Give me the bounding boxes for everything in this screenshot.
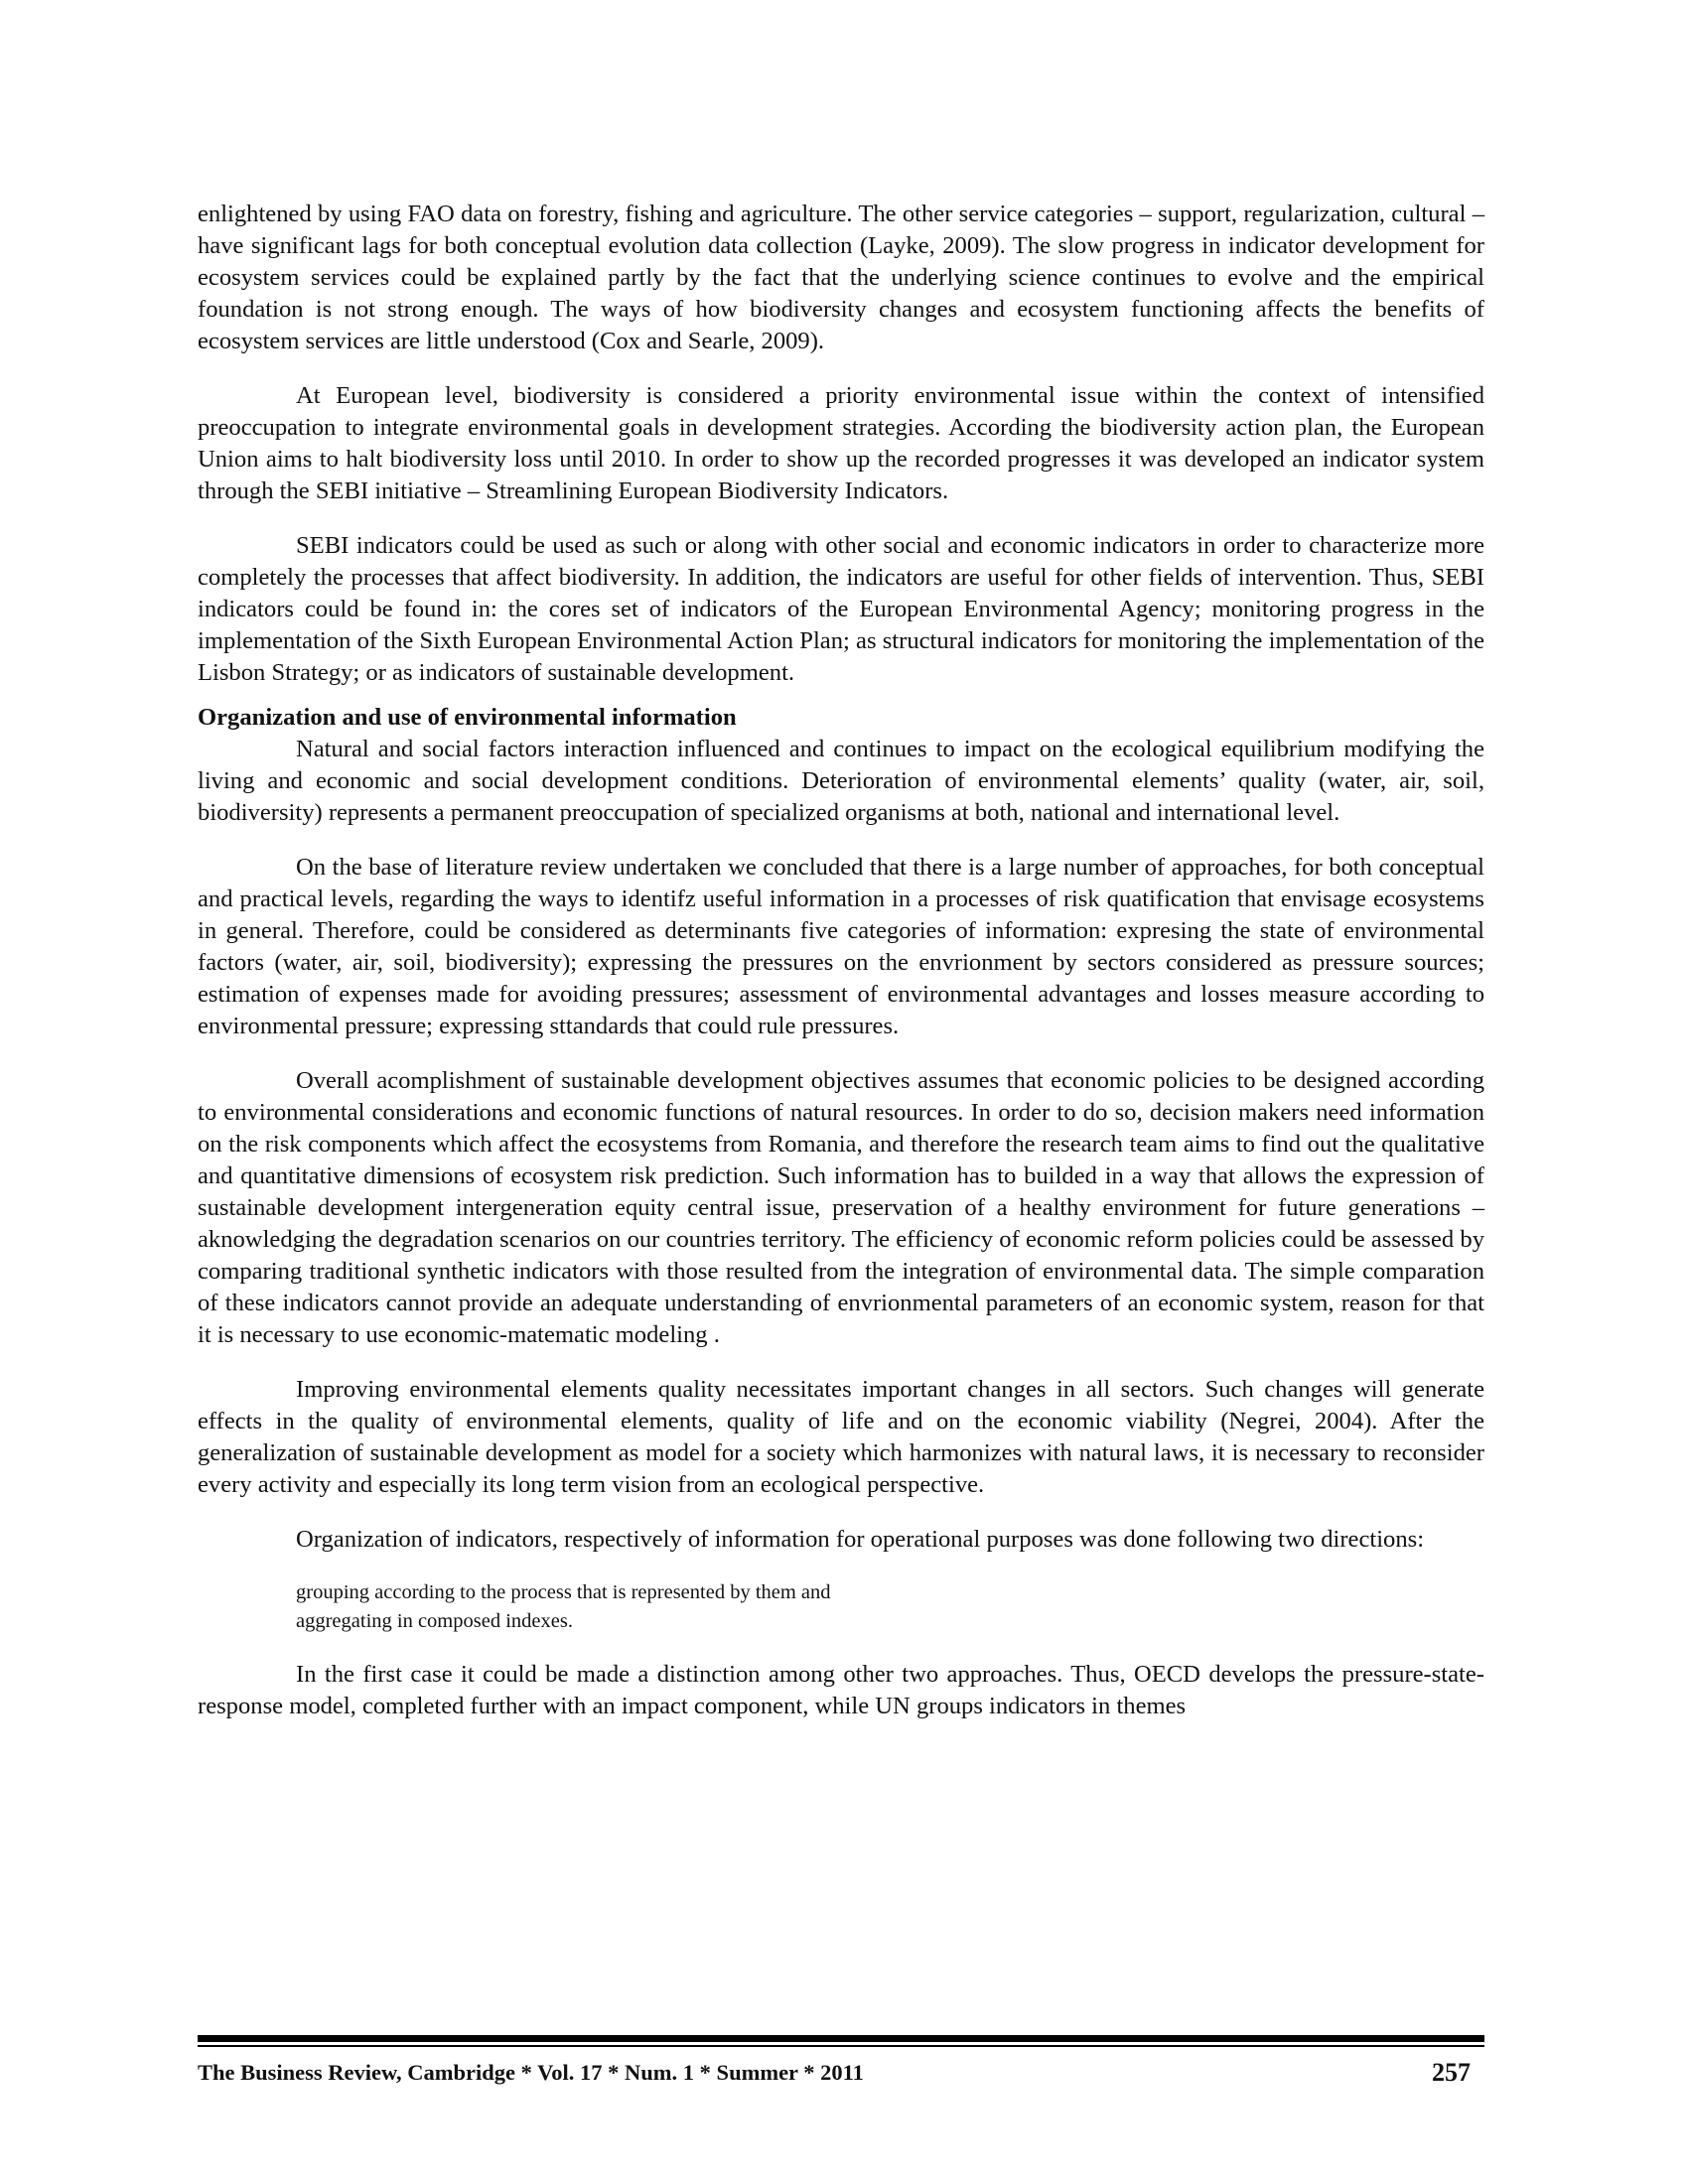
- article-body: [198, 199, 1484, 1745]
- page-footer: [198, 2053, 1484, 2093]
- list-item: grouping according to the process that is represented by them and: [296, 1581, 831, 1603]
- paragraph-literature-review: On the base of literature review undertaken we concluded that there is a large number of approaches, for both conceptual and practical levels, regarding the ways to identifz useful information in a processes of risk quatification that envisage ecosystems in general. Therefore, could be considered as determinants five categories of information: expresing the state of environmental factors (water, air, soil, biodiversity); expressing the pressures on the envrionment by sectors considered as pressure sources; estimation of expenses made for avoiding pressures; assessment of environmental advantages and losses measure according to environmental pressure; expressing sttandards that could rule pressures.: [198, 854, 1484, 1039]
- paragraph-organization-indicators: Organization of indicators, respectively of information for operational purposes was done following two directions:: [296, 1526, 1425, 1553]
- footer-rule-thick: [198, 2035, 1484, 2042]
- paragraph-sebi-indicators: SEBI indicators could be used as such or along with other social and economic indicators in order to characterize more completely the processes that affect biodiversity. In addition, the indicators are useful for other fields of intervention. Thus, SEBI indicators could be found in: the cores set of indicators of the European Environmental Agency; monitoring progress in the implementation of the Sixth European Environmental Action Plan; as structural indicators for monitoring the implementation of the Lisbon Strategy; or as indicators of sustainable development.: [198, 532, 1484, 686]
- paragraph-natural-social-factors: Natural and social factors interaction influenced and continues to impact on the ecological equilibrium modifying the living and economic and social development conditions. Deterioration of environmental elements’ quality (water, air, soil, biodiversity) represents a permanent preoccupation of specialized organisms at both, national and international level.: [198, 736, 1484, 826]
- paragraph-european-biodiversity: At European level, biodiversity is considered a priority environmental issue within the context of intensified preoccupation to integrate environmental goals in development strategies. According the biodiversity action plan, the European Union aims to halt biodiversity loss until 2010. In order to show up the recorded progresses it was developed an indicator system through the SEBI initiative – Streamlining European Biodiversity Indicators.: [198, 382, 1484, 504]
- footer-rule-thin: [198, 2045, 1484, 2047]
- section-heading: Organization and use of environmental information: [198, 704, 737, 731]
- paragraph-first-case: In the first case it could be made a distinction among other two approaches. Thus, OECD develops the pressure-state-response model, completed further with an impact component, while UN groups indicators in themes: [198, 1661, 1484, 1719]
- paragraph-environmental-quality: Improving environmental elements quality necessitates important changes in all sectors. Such changes will generate effects in the quality of environmental elements, quality of life and on the economic viability (Negrei, 2004). After the generalization of sustainable development as model for a society which harmonizes with natural laws, it is necessary to reconsider every activity and especially its long term vision from an ecological perspective.: [198, 1376, 1484, 1498]
- journal-citation: The Business Review, Cambridge * Vol. 17 * Num. 1 * Summer * 2011: [198, 2060, 864, 2085]
- directions-list: [198, 1578, 1484, 1636]
- spacer: [198, 689, 1484, 702]
- page-number: 257: [1432, 2058, 1471, 2087]
- list-item: aggregating in composed indexes.: [296, 1610, 573, 1632]
- paragraph-ecosystem-services: enlightened by using FAO data on forestry, fishing and agriculture. The other service categories – support, regularization, cultural – have significant lags for both conceptual evolution data collection (Layke, 2009). The slow progress in indicator development for ecosystem services could be explained partly by the fact that the underlying science continues to evolve and the empirical foundation is not strong enough. The ways of how biodiversity changes and ecosystem functioning affects the benefits of ecosystem services are little understood (Cox and Searle, 2009).: [198, 201, 1484, 354]
- paragraph-sustainable-development: Overall acomplishment of sustainable development objectives assumes that economic policies to be designed according to environmental considerations and economic functions of natural resources. In order to do so, decision makers need information on the risk components which affect the ecosystems from Romania, and therefore the research team aims to find out the qualitative and quantitative dimensions of ecosystem risk prediction. Such information has to builded in a way that allows the expression of sustainable development intergeneration equity central issue, preservation of a healthy environment for future generations – aknowledging the degradation scenarios on our countries territory. The efficiency of economic reform policies could be assessed by comparing traditional synthetic indicators with those resulted from the integration of environmental data. The simple comparation of these indicators cannot provide an adequate understanding of envrionmental parameters of an economic system, reason for that it is necessary to use economic-matematic modeling .: [198, 1067, 1484, 1348]
